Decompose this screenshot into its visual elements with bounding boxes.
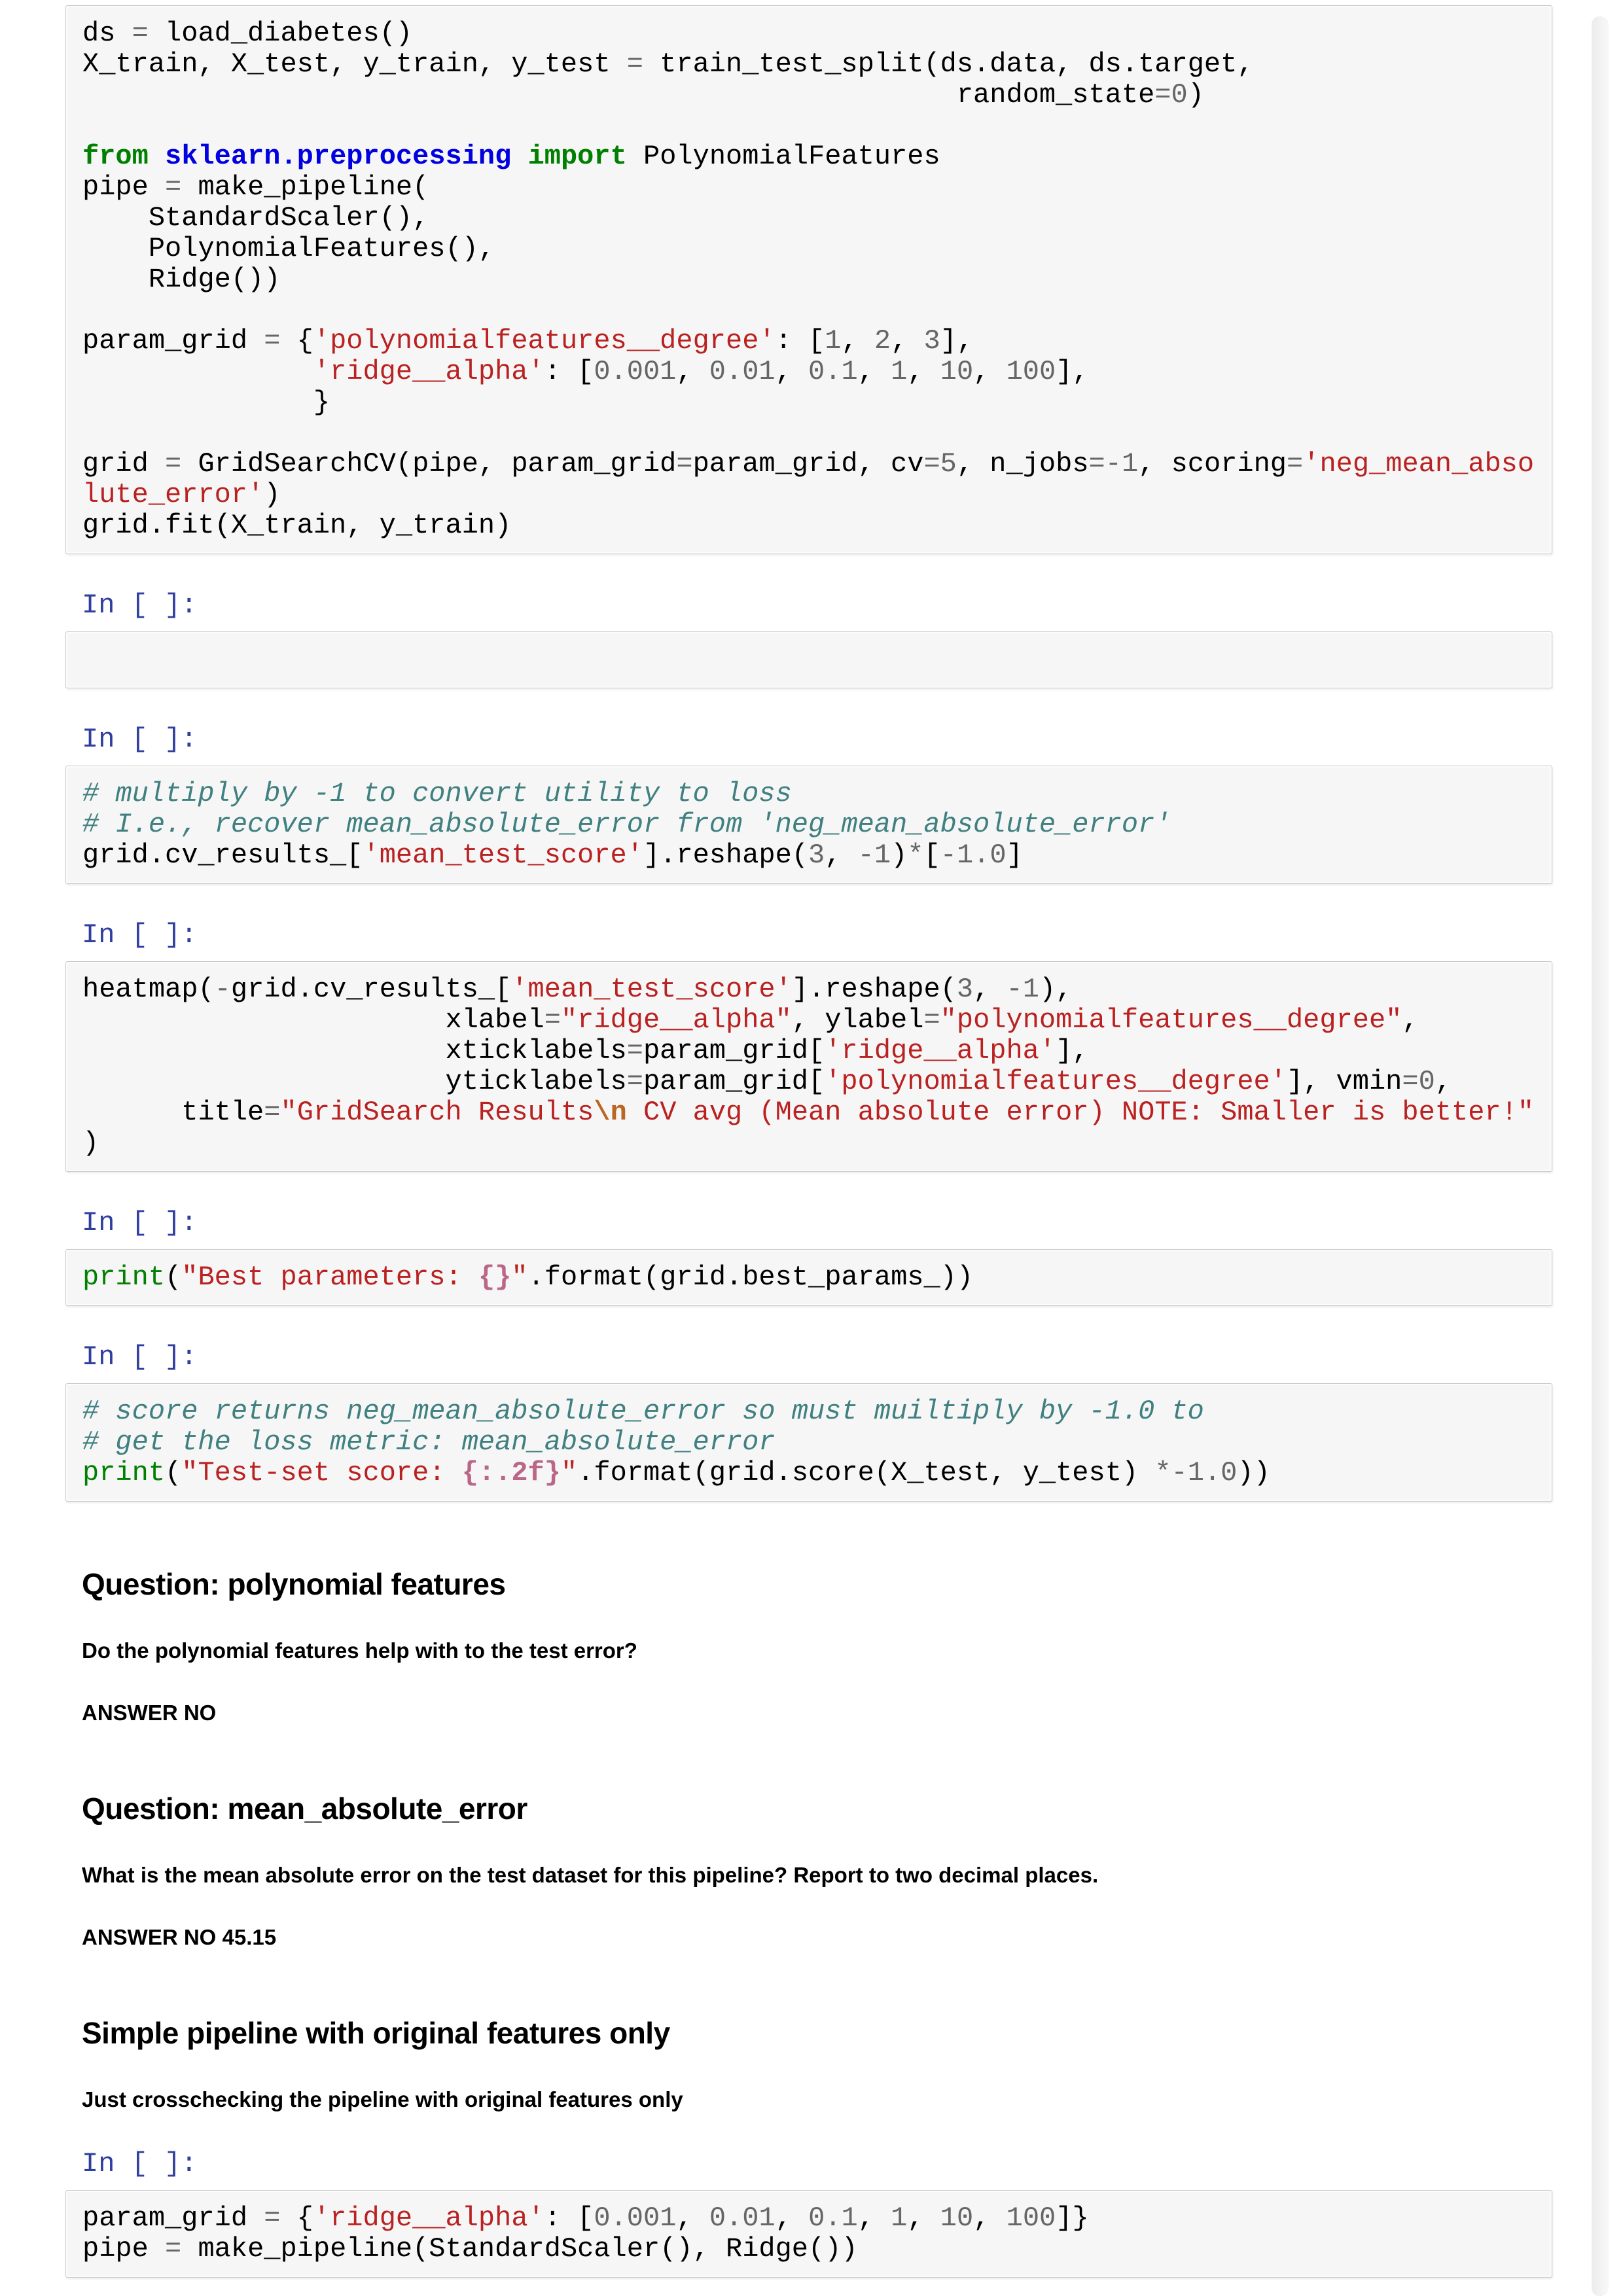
code-token	[149, 141, 165, 172]
code-token: {}	[478, 1262, 512, 1293]
code-cell-input[interactable]	[65, 631, 1552, 688]
code-token: -	[940, 839, 957, 871]
code-token: , ylabel	[791, 1004, 924, 1036]
code-token: 'mean_test_score'	[363, 839, 643, 871]
code-token: {:.2f}	[461, 1457, 561, 1489]
code-token: -	[857, 839, 874, 871]
code-token: from	[82, 141, 149, 172]
code-token: ,	[775, 2202, 809, 2234]
code-token: CV avg (Mean absolute error) NOTE: Smaller is better!"	[626, 1097, 1535, 1128]
code-token: 0	[1418, 1066, 1435, 1097]
code-token: ,	[857, 356, 891, 387]
code-token: =-	[1088, 448, 1122, 480]
code-token: # I.e., recover mean_absolute_error from 'neg_mean_absolute_error'	[82, 809, 1171, 840]
code-token: (	[165, 1457, 182, 1489]
code-token: =	[132, 18, 149, 49]
input-prompt: In [ ]:	[82, 919, 198, 951]
code-token: ],	[940, 325, 974, 357]
code-token: 1.0	[956, 839, 1007, 871]
code-token: )	[82, 1127, 99, 1159]
code-token: PolynomialFeatures(),	[82, 233, 495, 264]
code-token: =	[1402, 1066, 1419, 1097]
code-token: grid	[82, 448, 166, 480]
markdown-paragraph: ANSWER NO	[82, 1701, 217, 1725]
code-token: ,	[1435, 1066, 1452, 1097]
code-token: =	[626, 48, 643, 80]
code-token: grid.cv_results_[	[82, 839, 363, 871]
code-token: print	[82, 1262, 166, 1293]
code-token: xticklabels	[82, 1035, 627, 1067]
code-token: train_test_split(ds.data, ds.target,	[643, 48, 1254, 80]
code-token: ,	[825, 839, 858, 871]
code-token: =	[626, 1035, 643, 1067]
code-token: param_grid, cv	[692, 448, 924, 480]
code-token: ,	[775, 356, 809, 387]
code-token: }	[82, 387, 330, 418]
code-token: =	[165, 171, 182, 203]
code-token: 'polynomialfeatures__degree'	[825, 1066, 1287, 1097]
code-token: ].reshape(	[791, 974, 957, 1005]
code-token: ds	[82, 18, 132, 49]
code-token: -	[1006, 974, 1023, 1005]
code-token: Ridge())	[82, 264, 281, 295]
code-token: ].reshape(	[643, 839, 809, 871]
code-cell-input[interactable]	[65, 961, 1552, 1172]
code-token: =	[1154, 79, 1171, 111]
code-token: =	[676, 448, 693, 480]
markdown-paragraph: Do the polynomial features help with to the test error?	[82, 1638, 637, 1663]
code-token: pipe	[82, 2233, 166, 2265]
code-token: 0.001	[594, 2202, 677, 2234]
code-cell-input[interactable]	[65, 5, 1552, 554]
code-token: 3	[956, 974, 974, 1005]
code-token: 10	[940, 2202, 974, 2234]
code-token: 3	[808, 839, 825, 871]
code-token: X_train, X_test, y_train, y_test	[82, 48, 627, 80]
code-token: 5	[940, 448, 957, 480]
code-cell-input[interactable]	[65, 1249, 1552, 1306]
code-token: 'ridge__alpha'	[825, 1035, 1056, 1067]
code-token: heatmap(	[82, 974, 215, 1005]
code-token: 1	[891, 356, 908, 387]
code-token: 'ridge__alpha'	[313, 2202, 544, 2234]
code-token: 1	[874, 839, 891, 871]
code-token: random_state	[82, 79, 1155, 111]
code-token: =	[923, 448, 940, 480]
code-token: "	[560, 1457, 578, 1489]
code-token: ,	[907, 356, 940, 387]
code-token: print	[82, 1457, 166, 1489]
scrollbar[interactable]	[1592, 16, 1609, 2296]
code-token: 1	[1022, 974, 1039, 1005]
input-prompt: In [ ]:	[82, 2148, 198, 2180]
code-token: ))	[1237, 1457, 1270, 1489]
code-token: ]}	[1056, 2202, 1089, 2234]
section-heading: Simple pipeline with original features only	[82, 2016, 670, 2050]
code-token: *-	[1154, 1457, 1188, 1489]
code-token: ,	[891, 325, 924, 357]
code-token: 1	[1121, 448, 1139, 480]
code-token: (	[165, 1262, 182, 1293]
code-cell-input[interactable]	[65, 1383, 1552, 1502]
code-token: .format(grid.score(X_test, y_test)	[577, 1457, 1155, 1489]
code-token: =	[264, 1097, 281, 1128]
code-token: ],	[1056, 1035, 1089, 1067]
code-token: ,	[973, 356, 1007, 387]
code-token: load_diabetes()	[148, 18, 413, 49]
markdown-paragraph: Just crosschecking the pipeline with original features only	[82, 2087, 683, 2111]
code-token: "Test-set score:	[181, 1457, 462, 1489]
code-token: pipe	[82, 171, 166, 203]
code-token: : [	[544, 2202, 594, 2234]
code-token: : [	[544, 356, 594, 387]
code-token: param_grid	[82, 2202, 264, 2234]
code-text	[82, 2203, 1535, 2265]
code-token: ,	[857, 2202, 891, 2234]
code-token: ,	[1402, 1004, 1419, 1036]
code-token: 2	[874, 325, 891, 357]
code-token: GridSearchCV(pipe, param_grid	[181, 448, 677, 480]
code-token: param_grid[	[643, 1035, 825, 1067]
code-token: make_pipeline(	[181, 171, 429, 203]
code-token: 1.0	[1187, 1457, 1238, 1489]
code-token: *	[907, 839, 924, 871]
code-token: 0.01	[709, 2202, 776, 2234]
code-token: "	[511, 1262, 528, 1293]
code-text	[82, 974, 1535, 1159]
code-token: param_grid	[82, 325, 264, 357]
code-cell-input[interactable]	[65, 766, 1552, 884]
code-token: sklearn.preprocessing	[165, 141, 512, 172]
code-text	[82, 1396, 1535, 1489]
code-token: =	[544, 1004, 561, 1036]
code-token: "polynomialfeatures__degree"	[940, 1004, 1402, 1036]
code-token: yticklabels	[82, 1066, 627, 1097]
code-token: ,	[841, 325, 874, 357]
code-token: grid.cv_results_[	[230, 974, 512, 1005]
input-prompt: In [ ]:	[82, 724, 198, 755]
section-heading: Question: mean_absolute_error	[82, 1792, 527, 1826]
code-token: 0.1	[808, 356, 858, 387]
code-token: {	[280, 2202, 313, 2234]
code-token: , scoring	[1138, 448, 1287, 480]
code-token: # multiply by -1 to convert utility to loss	[82, 778, 792, 809]
code-token: ], vmin	[1286, 1066, 1402, 1097]
code-text	[82, 779, 1535, 871]
code-token: 10	[940, 356, 974, 387]
code-token: 'mean_test_score'	[511, 974, 792, 1005]
code-token: ],	[1056, 356, 1089, 387]
markdown-paragraph: What is the mean absolute error on the test dataset for this pipeline? Report to two decimal places.	[82, 1863, 1099, 1887]
input-prompt: In [ ]:	[82, 1207, 198, 1239]
code-token: , n_jobs	[956, 448, 1089, 480]
input-prompt: In [ ]:	[82, 1341, 198, 1373]
code-token: import	[527, 141, 627, 172]
code-token: =	[264, 325, 281, 357]
code-token: 1	[891, 2202, 908, 2234]
code-token: xlabel	[82, 1004, 544, 1036]
code-token: "GridSearch Results	[280, 1097, 594, 1128]
code-token: ,	[973, 2202, 1007, 2234]
code-token: )	[1187, 79, 1204, 111]
code-token: =	[165, 2233, 182, 2265]
code-token: 0	[1171, 79, 1188, 111]
code-token: ,	[676, 356, 709, 387]
code-token: =	[264, 2202, 281, 2234]
code-token: # score returns neg_mean_absolute_error so must muiltiply by -1.0 to	[82, 1396, 1204, 1427]
code-token: ]	[1006, 839, 1023, 871]
code-text	[82, 1262, 1535, 1293]
code-token: StandardScaler(),	[82, 202, 429, 234]
code-token: param_grid[	[643, 1066, 825, 1097]
code-token: 'neg_mean_absolute_error'	[82, 448, 1535, 510]
code-token: 0.1	[808, 2202, 858, 2234]
code-token: title	[82, 1097, 264, 1128]
code-token: .format(grid.best_params_))	[527, 1262, 974, 1293]
markdown-paragraph: ANSWER NO 45.15	[82, 1925, 277, 1949]
input-prompt: In [ ]:	[82, 590, 198, 621]
section-heading: Question: polynomial features	[82, 1567, 506, 1601]
code-token: 1	[825, 325, 842, 357]
code-token: {	[280, 325, 313, 357]
code-token: \n	[594, 1097, 627, 1128]
notebook	[65, 5, 1552, 2278]
code-token: : [	[775, 325, 825, 357]
code-token: "Best parameters:	[181, 1262, 478, 1293]
code-token: 100	[1006, 2202, 1056, 2234]
code-token: [	[923, 839, 940, 871]
code-token: =	[626, 1066, 643, 1097]
code-token	[511, 141, 527, 172]
code-token: ,	[676, 2202, 709, 2234]
code-token: =	[1287, 448, 1304, 480]
code-token: -	[214, 974, 231, 1005]
code-token: ,	[907, 2202, 940, 2234]
code-token: PolynomialFeatures	[626, 141, 940, 172]
code-token	[82, 356, 313, 387]
code-token: ),	[1039, 974, 1073, 1005]
code-token: make_pipeline(StandardScaler(), Ridge())	[181, 2233, 858, 2265]
code-token: # get the loss metric: mean_absolute_error	[82, 1426, 776, 1458]
code-text	[82, 18, 1535, 541]
code-token: 'ridge__alpha'	[313, 356, 544, 387]
code-token: 0.01	[709, 356, 776, 387]
code-token: 3	[923, 325, 940, 357]
code-token: 0.001	[594, 356, 677, 387]
code-token: grid.fit(X_train, y_train)	[82, 510, 512, 541]
code-cell-input[interactable]	[65, 2190, 1552, 2278]
code-token: 100	[1006, 356, 1056, 387]
code-token: ,	[973, 974, 1007, 1005]
code-token: =	[165, 448, 182, 480]
code-text	[82, 645, 1535, 675]
code-token: )	[264, 479, 281, 510]
code-token: )	[891, 839, 908, 871]
code-token: 'polynomialfeatures__degree'	[313, 325, 776, 357]
code-token: "ridge__alpha"	[560, 1004, 792, 1036]
code-token: =	[923, 1004, 940, 1036]
